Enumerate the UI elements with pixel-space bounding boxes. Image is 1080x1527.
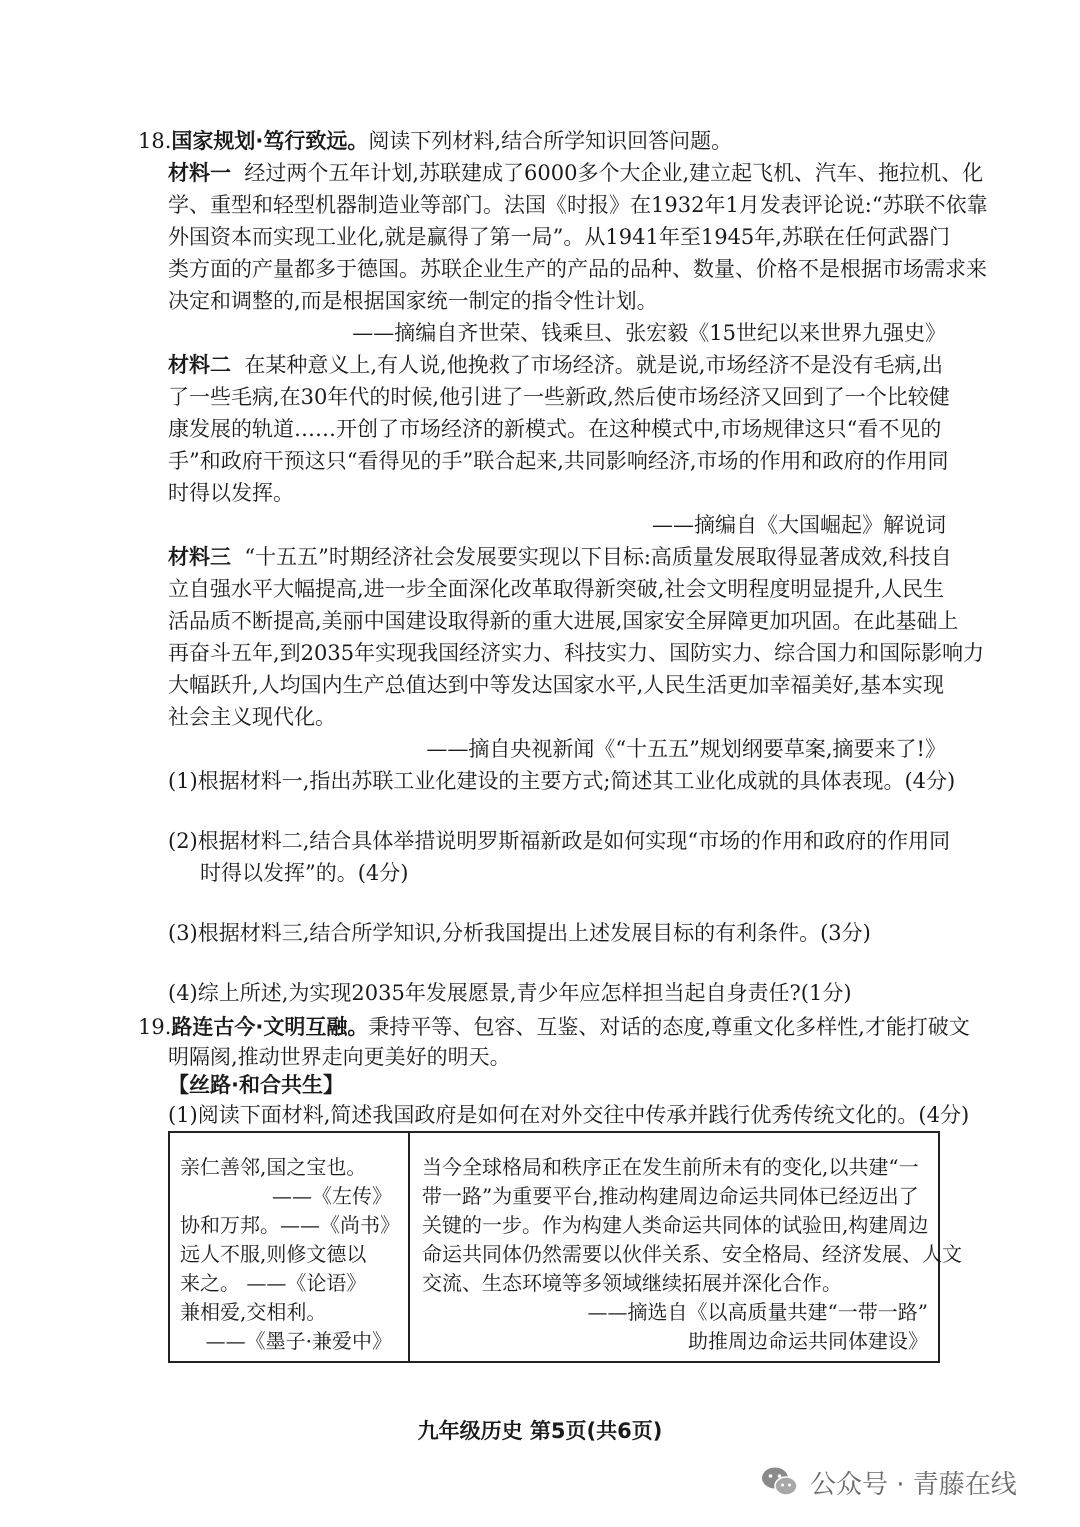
table-divider	[408, 1133, 410, 1361]
left-cell-line-2: 协和万邦。——《尚书》	[180, 1213, 400, 1237]
wechat-icon	[760, 1465, 800, 1499]
q18-material2-text: 在某种意义上,有人说,他挽救了市场经济。就是说,市场经济不是没有毛病,出	[244, 353, 944, 377]
q18-material1-text: 经过两个五年计划,苏联建成了6000多个大企业,建立起飞机、汽车、拖拉机、化	[244, 161, 984, 185]
q18-material3-label: 材料三	[168, 545, 231, 569]
right-cell-line-5: ——摘选自《以高质量共建“一带一路”	[587, 1300, 928, 1324]
q18-material1-line-1: 学、重型和轻型机器制造业等部门。法国《时报》在1932年1月发表评论说:“苏联不依靠	[168, 193, 988, 217]
watermark	[760, 1462, 1017, 1502]
q18-sub4: (4)综上所述,为实现2035年发展愿景,青少年应怎样担当起自身责任?(1分)	[168, 981, 852, 1005]
q18-material1-line-2: 外国资本而实现工业化,就是赢得了第一局”。从1941年至1945年,苏联在任何武器门	[168, 225, 950, 249]
q18-material3-line-4: 大幅跃升,人均国内生产总值达到中等发达国家水平,人民生活更加幸福美好,基本实现	[168, 673, 945, 697]
q18-title-bold: 国家规划·笃行致远。	[171, 129, 369, 153]
q18-material3-source: ——摘自央视新闻《“十五五”规划纲要草案,摘要来了!》	[426, 737, 946, 761]
q18-material3-line-2: 活品质不断提高,美丽中国建设取得新的重大进展,国家安全屏障更加巩固。在此基础上	[168, 609, 959, 633]
q18-material1-label: 材料一	[168, 161, 231, 185]
q18-material2-line-3: 手”和政府干预这只“看得见的手”联合起来,共同影响经济,市场的作用和政府的作用同	[168, 449, 949, 473]
right-cell-line-1: 带一路”为重要平台,推动构建周边命运共同体已经迈出了	[422, 1184, 919, 1208]
q18-title-rest: 阅读下列材料,结合所学知识回答问题。	[368, 129, 733, 153]
q18-material3-line-3: 再奋斗五年,到2035年实现我国经济实力、科技实力、国防实力、综合国力和国际影响力	[168, 641, 985, 665]
q19-title-rest: 秉持平等、包容、互鉴、对话的态度,尊重文化多样性,才能打破文	[368, 1015, 970, 1039]
left-cell-line-0: 亲仁善邻,国之宝也。	[180, 1155, 367, 1179]
q19-sub1: (1)阅读下面材料,简述我国政府是如何在对外交往中传承并践行优秀传统文化的。(4分)	[168, 1103, 970, 1127]
left-cell-line-1: ——《左传》	[272, 1184, 392, 1208]
q18-material3-line-0	[168, 542, 952, 572]
q18-material1-line-0	[168, 158, 983, 188]
q18-material2-line-2: 康发展的轨道……开创了市场经济的新模式。在这种模式中,市场规律这只“看不见的	[168, 417, 942, 441]
q18-material3-line-5: 社会主义现代化。	[168, 705, 336, 729]
q19-material-table	[168, 1131, 962, 1363]
q18-material2-source: ——摘编自《大国崛起》解说词	[652, 513, 946, 537]
q18-sub3: (3)根据材料三,结合所学知识,分析我国提出上述发展目标的有利条件。(3分)	[168, 921, 871, 945]
q18-title	[138, 126, 732, 156]
q18-material3-line-1: 立自强水平大幅提高,进一步全面深化改革取得新突破,社会文明程度明显提升,人民生	[168, 577, 945, 601]
q18-material2-line-0	[168, 350, 943, 380]
right-cell-line-4: 交流、生态环境等多领域继续拓展并深化合作。	[422, 1271, 842, 1295]
q18-material3-text: “十五五”时期经济社会发展要实现以下目标:高质量发展取得显著成效,科技自	[244, 545, 952, 569]
q18-material1-line-4: 决定和调整的,而是根据国家统一制定的指令性计划。	[168, 289, 658, 313]
q18-sub2-line1: (2)根据材料二,结合具体举措说明罗斯福新政是如何实现“市场的作用和政府的作用同	[168, 829, 951, 853]
q18-material1-source: ——摘编自齐世荣、钱乘旦、张宏毅《15世纪以来世界九强史》	[352, 321, 946, 345]
watermark-text: 公众号 · 青藤在线	[810, 1469, 1017, 1500]
q19-title-bold: 路连古今·文明互融。	[171, 1015, 369, 1039]
q18-number: 18.	[138, 129, 172, 153]
q18-sub2-line2: 时得以发挥”的。(4分)	[200, 861, 409, 885]
q18-material2-line-1: 了一些毛病,在30年代的时候,他引进了一些新政,然后使市场经济又回到了一个比较健	[168, 385, 950, 409]
q18-material2-line-4: 时得以发挥。	[168, 481, 294, 505]
left-cell-line-3: 远人不服,则修文德以	[180, 1242, 367, 1266]
q19-title-line2: 明隔阂,推动世界走向更美好的明天。	[168, 1045, 511, 1069]
page-footer: 九年级历史 第5页(共6页)	[417, 1419, 663, 1443]
q19-number: 19.	[138, 1015, 172, 1039]
q18-material1-line-3: 类方面的产量都多于德国。苏联企业生产的产品的品种、数量、价格不是根据市场需求来	[168, 257, 987, 281]
right-cell-line-3: 命运共同体仍然需要以伙伴关系、安全格局、经济发展、人文	[422, 1242, 962, 1266]
right-cell-line-2: 关键的一步。作为构建人类命运共同体的试验田,构建周边	[422, 1213, 929, 1237]
q19-section-heading: 【丝路·和合共生】	[168, 1073, 344, 1097]
right-cell-line-0: 当今全球格局和秩序正在发生前所未有的变化,以共建“一	[422, 1155, 919, 1179]
left-cell-line-5: 兼相爱,交相利。	[180, 1300, 327, 1324]
q19-title	[138, 1012, 970, 1042]
q18-material2-label: 材料二	[168, 353, 231, 377]
left-cell-line-4: 来之。 ——《论语》	[180, 1271, 367, 1295]
right-cell-line-6: 助推周边命运共同体建设》	[688, 1329, 928, 1353]
left-cell-line-6: ——《墨子·兼爱中》	[205, 1329, 392, 1353]
q18-sub1: (1)根据材料一,指出苏联工业化建设的主要方式;简述其工业化成就的具体表现。(4分)	[168, 769, 956, 793]
